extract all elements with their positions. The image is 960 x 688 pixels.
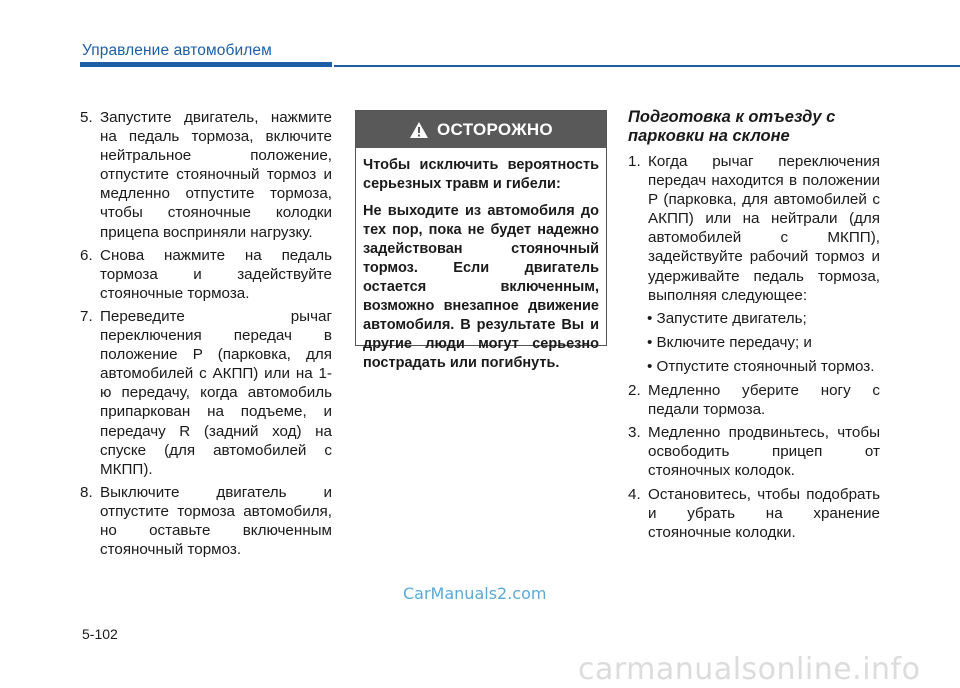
item-text: Запустите двигатель, нажмите на педаль тормоза, включите нейтральное положение, отпустите стояночный тормоз и медленно отпустите тормоза, чтобы стояночные колодки прицепа восприняли нагрузку. — [100, 109, 332, 241]
list-item — [80, 108, 332, 242]
item-text: Когда рычаг переключения передач находится в положении P (парковка, для автомобилей с АКПП) или на нейтрали (для автомобилей с МКПП), задействуйте рабочий тормоз и удерживайте педаль тормоза, выполняя следующее: — [648, 153, 880, 304]
item-text: Снова нажмите на педаль тормоза и задействуйте стояночные тормоза. — [100, 246, 332, 302]
warning-triangle-icon — [409, 121, 429, 139]
watermark-link[interactable]: CarManuals2.com — [403, 584, 547, 603]
item-number: 8. — [80, 483, 93, 501]
left-column — [80, 108, 332, 563]
warning-box — [355, 110, 607, 371]
list-item — [80, 483, 332, 559]
header-rule-thick — [80, 62, 332, 67]
warning-paragraph: Чтобы исключить вероятность серьезных травм и гибели: — [363, 157, 599, 192]
list-item — [80, 307, 332, 479]
item-number: 7. — [80, 307, 93, 325]
item-number: 1. — [628, 153, 641, 170]
warning-body — [356, 148, 606, 373]
item-text: Медленно уберите ногу с педали тормоза. — [648, 382, 880, 419]
item-text: Медленно продвиньтесь, чтобы освободить прицеп от стояночных колодок. — [648, 424, 880, 480]
page-number: 5-102 — [82, 626, 118, 642]
item-text: Выключите двигатель и отпустите тормоза автомобиля, но оставьте включенным стояночный тормоз. — [100, 483, 332, 559]
right-column — [628, 108, 880, 546]
item-text: Остановитесь, чтобы подобрать и убрать на хранение стояночные колодки. — [648, 485, 880, 541]
item-number: 5. — [80, 109, 93, 126]
item-number: 6. — [80, 246, 93, 264]
item-text: Переведите рычаг переключения передач в положение P (парковка, для автомобилей с АКПП) или на 1-ю передачу, когда автомобиль припаркован на подъеме, и передачу R (задний ход) на спуске (для автомобилей с МКПП). — [100, 307, 332, 478]
warning-title: ОСТОРОЖНО — [437, 119, 553, 139]
page-header-title: Управление автомобилем — [82, 42, 272, 59]
list-item — [628, 485, 880, 542]
item-number: 4. — [628, 485, 641, 503]
item-number: 2. — [628, 382, 641, 400]
warning-header — [356, 111, 606, 148]
header-rule-thin — [334, 65, 960, 67]
bullet-item: • Отпустите стояночный тормоз. — [647, 357, 875, 375]
bullet-item: • Включите передачу; и — [647, 333, 812, 351]
warning-paragraph: Не выходите из автомобиля до тех пор, пока не будет надежно задействован стояночный тормоз. Если двигатель остается включенным, возможно внезапное движение автомобиля. В результате Вы и другие люди могут серьезно пострадать или погибнуть. — [363, 203, 599, 371]
footer-watermark: carmanualsonline.info — [578, 652, 921, 687]
bullet-item: • Запустите двигатель; — [647, 309, 807, 327]
list-item — [628, 423, 880, 480]
list-item — [628, 381, 880, 419]
list-item — [80, 246, 332, 303]
list-item — [628, 152, 880, 305]
section-title: Подготовка к отъезду с парковки на склоне — [628, 108, 836, 145]
item-number: 3. — [628, 424, 641, 442]
